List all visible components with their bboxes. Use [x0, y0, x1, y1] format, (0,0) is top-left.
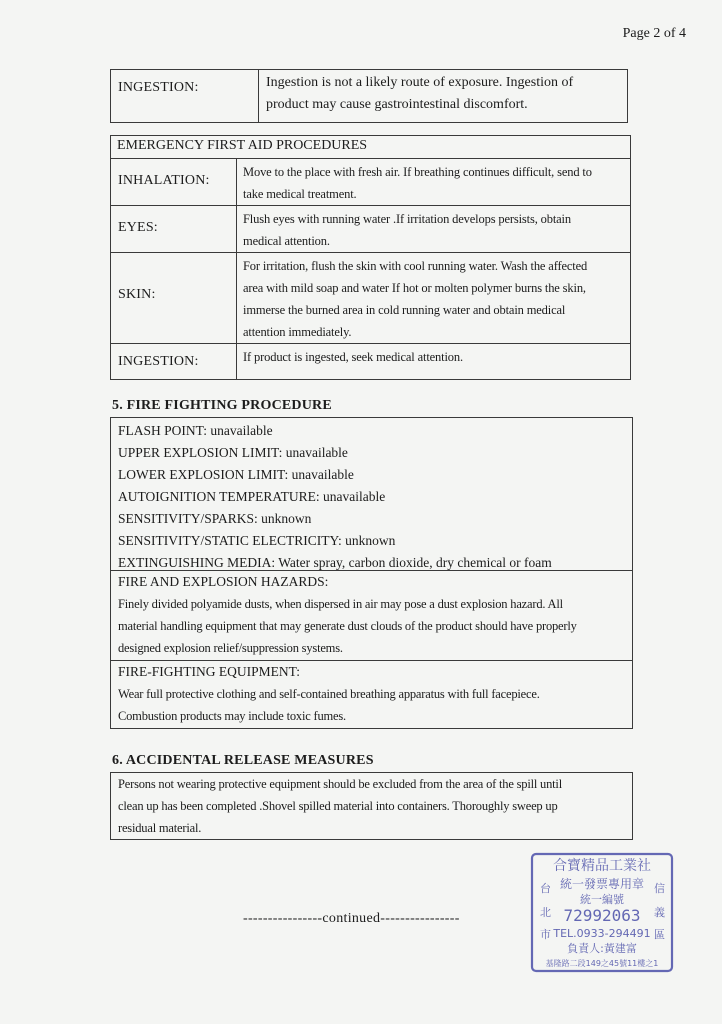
- fire-fighting-title: 5. FIRE FIGHTING PROCEDURE: [112, 398, 332, 413]
- property-line: UPPER EXPLOSION LIMIT: unavailable: [118, 445, 348, 460]
- text-line: attention immediately.: [243, 325, 352, 339]
- accidental-release-box: [110, 772, 633, 840]
- equipment-line: Combustion products may include toxic fumes.: [118, 709, 346, 723]
- text-line: take medical treatment.: [243, 187, 357, 201]
- stamp-left-char: 北: [540, 906, 551, 919]
- page-number: Page 2 of 4: [622, 26, 686, 41]
- stamp-owner: 負責人:黃建富: [567, 942, 637, 955]
- property-line: EXTINGUISHING MEDIA: Water spray, carbon dioxide, dry chemical or foam: [118, 555, 552, 570]
- stamp-top-text: 合寶精品工業社: [553, 858, 651, 874]
- text-line: area with mild soap and water If hot or molten polymer burns the skin,: [243, 281, 586, 295]
- ingestion-text-line: product may cause gastrointestinal discomfort.: [266, 97, 528, 112]
- fire-hazards-box: [110, 571, 633, 661]
- stamp-right-char: 信: [654, 882, 665, 895]
- stamp-line2: 統一編號: [580, 893, 624, 906]
- equipment-heading: FIRE-FIGHTING EQUIPMENT:: [118, 664, 300, 679]
- company-seal-stamp: [528, 850, 676, 975]
- text-line: For irritation, flush the skin with cool running water. Wash the affected: [243, 259, 588, 273]
- eyes-text: [237, 206, 631, 253]
- hazards-heading: FIRE AND EXPLOSION HAZARDS:: [118, 574, 329, 589]
- stamp-tel: TEL.0933-294491: [553, 927, 651, 940]
- stamp-line1: 統一發票專用章: [559, 877, 645, 891]
- stamp-left-char: 市: [540, 928, 551, 941]
- release-line: clean up has been completed .Shovel spilled material into containers. Thoroughly sweep up: [118, 799, 558, 813]
- ingestion-label: INGESTION:: [111, 70, 259, 123]
- ingestion-aid-text: [237, 344, 631, 380]
- text-line: immerse the burned area in cold running water and obtain medical: [243, 303, 566, 317]
- property-line: FLASH POINT: unavailable: [118, 423, 273, 438]
- text-line: If product is ingested, seek medical attention.: [243, 350, 463, 364]
- fire-properties-box: [110, 417, 633, 571]
- property-line: LOWER EXPLOSION LIMIT: unavailable: [118, 467, 354, 482]
- skin-text: [237, 253, 631, 344]
- property-line: AUTOIGNITION TEMPERATURE: unavailable: [118, 489, 386, 504]
- stamp-right-char: 區: [654, 928, 665, 941]
- fire-equipment-box: [110, 660, 633, 729]
- ingestion-text-line: Ingestion is not a likely route of exposure. Ingestion of: [266, 75, 574, 90]
- stamp-left-char: 台: [540, 882, 551, 895]
- ingestion-text: [259, 70, 628, 123]
- equipment-line: Wear full protective clothing and self-contained breathing apparatus with full facepiece.: [118, 687, 540, 701]
- hazards-line: material handling equipment that may generate dust clouds of the product should have properly: [118, 619, 577, 633]
- inhalation-label: INHALATION:: [111, 159, 237, 206]
- first-aid-header: EMERGENCY FIRST AID PROCEDURES: [111, 136, 631, 159]
- property-line: SENSITIVITY/STATIC ELECTRICITY: unknown: [118, 533, 396, 548]
- ingestion-table: [110, 69, 628, 123]
- stamp-right-char: 義: [654, 906, 665, 919]
- hazards-line: Finely divided polyamide dusts, when dispersed in air may pose a dust explosion hazard. All: [118, 597, 563, 611]
- stamp-number: 72992063: [563, 906, 641, 925]
- accidental-release-title: 6. ACCIDENTAL RELEASE MEASURES: [112, 753, 374, 768]
- text-line: Move to the place with fresh air. If breathing continues difficult, send to: [243, 165, 592, 179]
- text-line: Flush eyes with running water .If irritation develops persists, obtain: [243, 212, 571, 226]
- eyes-label: EYES:: [111, 206, 237, 253]
- release-line: residual material.: [118, 821, 202, 835]
- first-aid-table: [110, 135, 631, 380]
- text-line: medical attention.: [243, 234, 330, 248]
- release-line: Persons not wearing protective equipment should be excluded from the area of the spill until: [118, 777, 562, 791]
- hazards-line: designed explosion relief/suppression systems.: [118, 641, 343, 655]
- property-line: SENSITIVITY/SPARKS: unknown: [118, 511, 312, 526]
- continued-footer: ----------------continued----------------: [243, 911, 460, 926]
- skin-label: SKIN:: [111, 253, 237, 344]
- stamp-address: 基隆路二段149之45號11樓之1: [545, 959, 659, 968]
- ingestion-aid-label: INGESTION:: [111, 344, 237, 380]
- inhalation-text: [237, 159, 631, 206]
